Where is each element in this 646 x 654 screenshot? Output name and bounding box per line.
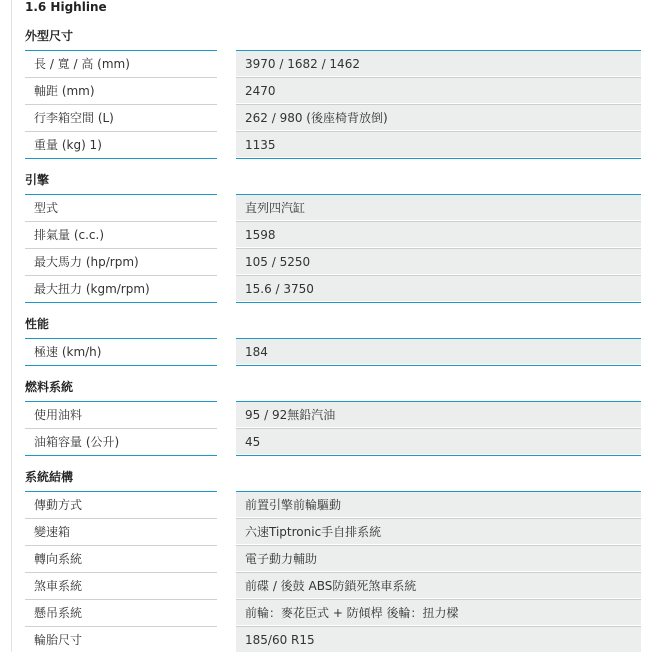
- spec-row: [25, 428, 641, 455]
- spec-rows: [25, 194, 641, 303]
- section-bottom-rule: [25, 455, 641, 456]
- section-engine: [25, 167, 641, 303]
- spec-label: 傳動方式: [25, 491, 217, 517]
- spec-value: 15.6 / 3750: [236, 275, 641, 301]
- section-performance: [25, 311, 641, 366]
- section-title: 性能: [25, 317, 50, 331]
- spec-value: 185/60 R15: [236, 626, 641, 652]
- spec-value: 六速Tiptronic手自排系統: [236, 518, 641, 544]
- spec-row: [25, 401, 641, 428]
- spec-row: [25, 50, 641, 77]
- spec-row: [25, 194, 641, 221]
- spec-label: 型式: [25, 194, 217, 220]
- spec-value: 1598: [236, 221, 641, 247]
- spec-row: [25, 572, 641, 599]
- spec-label: 煞車系統: [25, 572, 217, 598]
- left-border-line: [11, 0, 12, 652]
- spec-value: 105 / 5250: [236, 248, 641, 274]
- section-title: 引擎: [25, 173, 50, 187]
- spec-value: 直列四汽缸: [236, 194, 641, 220]
- spec-label: 使用油料: [25, 401, 217, 427]
- spec-row: [25, 338, 641, 365]
- spec-row: [25, 275, 641, 302]
- spec-label: 排氣量 (c.c.): [25, 221, 217, 247]
- section-bottom-rule: [25, 365, 641, 366]
- spec-rows: [25, 50, 641, 159]
- section-title: 外型尺寸: [25, 29, 74, 43]
- section-title: 燃料系統: [25, 380, 74, 394]
- spec-row: [25, 104, 641, 131]
- spec-label: 極速 (km/h): [25, 338, 217, 364]
- spec-value: 電子動力輔助: [236, 545, 641, 571]
- spec-label: 行李箱空間 (L): [25, 104, 217, 130]
- spec-value: 184: [236, 338, 641, 364]
- spec-row: [25, 248, 641, 275]
- spec-label: 油箱容量 (公升): [25, 428, 217, 454]
- spec-value: 3970 / 1682 / 1462: [236, 50, 641, 76]
- spec-value: 262 / 980 (後座椅背放倒): [236, 104, 641, 130]
- model-title: 1.6 Highline: [25, 0, 107, 14]
- spec-label: 長 / 寬 / 高 (mm): [25, 50, 217, 76]
- spec-value: 2470: [236, 77, 641, 103]
- section-bottom-rule: [25, 302, 641, 303]
- spec-value: 1135: [236, 131, 641, 157]
- spec-row: [25, 518, 641, 545]
- spec-label: 變速箱: [25, 518, 217, 544]
- spec-value: 前置引擎前輪驅動: [236, 491, 641, 517]
- spec-rows: [25, 491, 641, 653]
- section-dimensions: [25, 23, 641, 159]
- spec-label: 轉向系統: [25, 545, 217, 571]
- spec-row: [25, 221, 641, 248]
- spec-row: [25, 545, 641, 572]
- spec-value: 95 / 92無鉛汽油: [236, 401, 641, 427]
- spec-row: [25, 491, 641, 518]
- spec-value: 前碟 / 後鼓 ABS防鎖死煞車系統: [236, 572, 641, 598]
- spec-label: 懸吊系統: [25, 599, 217, 625]
- spec-label: 輪胎尺寸: [25, 626, 217, 652]
- section-bottom-rule: [25, 158, 641, 159]
- spec-row: [25, 626, 641, 653]
- spec-row: [25, 599, 641, 626]
- spec-rows: [25, 338, 641, 366]
- spec-row: [25, 77, 641, 104]
- spec-row: [25, 131, 641, 158]
- spec-value: 45: [236, 428, 641, 454]
- spec-value: 前輪：麥花臣式 + 防傾桿 後輪：扭力樑: [236, 599, 641, 625]
- section-title: 系統結構: [25, 470, 74, 484]
- section-fuel-system: [25, 374, 641, 456]
- spec-label: 軸距 (mm): [25, 77, 217, 103]
- spec-label: 最大扭力 (kgm/rpm): [25, 275, 217, 301]
- spec-label: 重量 (kg) 1): [25, 131, 217, 157]
- spec-label: 最大馬力 (hp/rpm): [25, 248, 217, 274]
- spec-rows: [25, 401, 641, 456]
- section-system-structure: [25, 464, 641, 653]
